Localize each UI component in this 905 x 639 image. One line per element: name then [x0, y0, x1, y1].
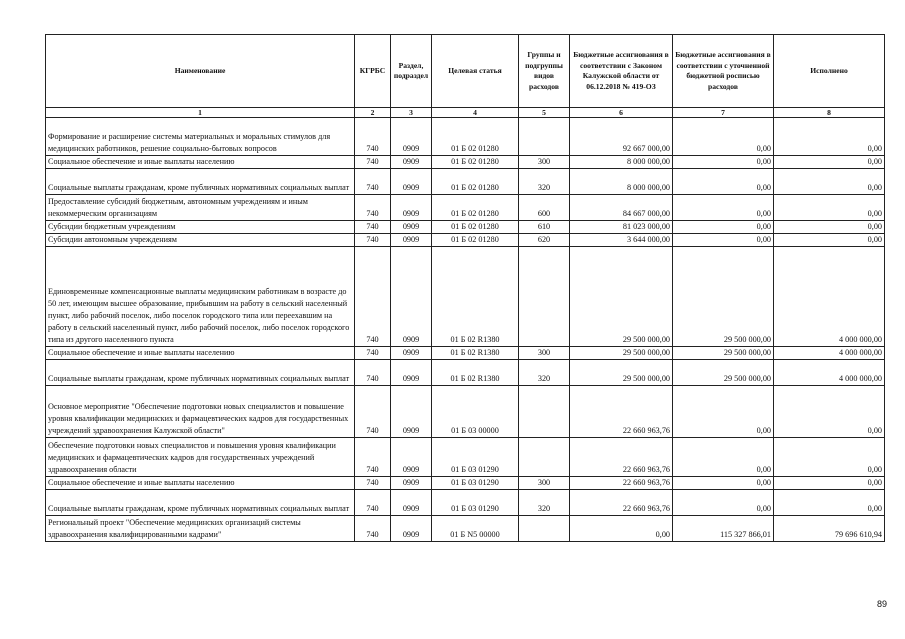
row-kgrbs: 740 — [355, 477, 391, 490]
table-row — [46, 221, 885, 234]
row-target: 01 Б 02 R1380 — [432, 347, 519, 360]
row-target: 01 Б 02 01280 — [432, 234, 519, 247]
table-row — [46, 360, 885, 386]
row-refined-allocation: 0,00 — [673, 156, 774, 169]
row-refined-allocation: 0,00 — [673, 195, 774, 221]
row-kgrbs: 740 — [355, 360, 391, 386]
row-law-allocation: 84 667 000,00 — [570, 195, 673, 221]
row-refined-allocation: 29 500 000,00 — [673, 347, 774, 360]
row-executed: 0,00 — [774, 490, 885, 516]
header-groups: Группы и подгруппы видов расходов — [519, 35, 570, 108]
row-section: 0909 — [391, 490, 432, 516]
row-executed: 4 000 000,00 — [774, 347, 885, 360]
row-section: 0909 — [391, 477, 432, 490]
row-section: 0909 — [391, 516, 432, 542]
row-target: 01 Б 02 01280 — [432, 118, 519, 156]
column-number: 6 — [570, 108, 673, 118]
row-executed: 4 000 000,00 — [774, 360, 885, 386]
row-section: 0909 — [391, 247, 432, 347]
header-refined-allocations: Бюджетные ассигнования в соответствии с уточненной бюджетной росписью расходов — [673, 35, 774, 108]
row-expense-group: 300 — [519, 156, 570, 169]
row-target: 01 Б 02 01280 — [432, 195, 519, 221]
row-refined-allocation: 0,00 — [673, 221, 774, 234]
header-executed: Исполнено — [774, 35, 885, 108]
row-executed: 0,00 — [774, 438, 885, 477]
budget-table — [45, 34, 885, 542]
row-expense-group: 320 — [519, 169, 570, 195]
header-name: Наименование — [46, 35, 355, 108]
row-name: Социальное обеспечение и иные выплаты населению — [46, 156, 355, 169]
row-name: Субсидии автономным учреждениям — [46, 234, 355, 247]
header-section: Раздел, подраздел — [391, 35, 432, 108]
row-law-allocation: 92 667 000,00 — [570, 118, 673, 156]
row-name: Социальное обеспечение и иные выплаты населению — [46, 477, 355, 490]
row-kgrbs: 740 — [355, 118, 391, 156]
table-row — [46, 386, 885, 438]
row-refined-allocation: 29 500 000,00 — [673, 360, 774, 386]
row-name: Региональный проект "Обеспечение медицинских организаций системы здравоохранения квалифицированными кадрами" — [46, 516, 355, 542]
row-section: 0909 — [391, 118, 432, 156]
table-row — [46, 477, 885, 490]
table-row — [46, 516, 885, 542]
row-target: 01 Б N5 00000 — [432, 516, 519, 542]
row-law-allocation: 22 660 963,76 — [570, 477, 673, 490]
row-law-allocation: 22 660 963,76 — [570, 438, 673, 477]
row-section: 0909 — [391, 360, 432, 386]
column-number: 7 — [673, 108, 774, 118]
table-row — [46, 490, 885, 516]
row-law-allocation: 22 660 963,76 — [570, 386, 673, 438]
row-law-allocation: 0,00 — [570, 516, 673, 542]
table-row — [46, 169, 885, 195]
row-expense-group: 300 — [519, 347, 570, 360]
row-kgrbs: 740 — [355, 386, 391, 438]
row-name: Субсидии бюджетным учреждениям — [46, 221, 355, 234]
row-executed: 0,00 — [774, 169, 885, 195]
row-target: 01 Б 02 R1380 — [432, 247, 519, 347]
row-executed: 0,00 — [774, 156, 885, 169]
row-target: 01 Б 02 01280 — [432, 156, 519, 169]
row-kgrbs: 740 — [355, 347, 391, 360]
table-row — [46, 234, 885, 247]
row-name: Социальные выплаты гражданам, кроме публичных нормативных социальных выплат — [46, 360, 355, 386]
row-target: 01 Б 02 01280 — [432, 221, 519, 234]
row-kgrbs: 740 — [355, 490, 391, 516]
row-target: 01 Б 03 01290 — [432, 438, 519, 477]
row-section: 0909 — [391, 156, 432, 169]
row-name: Предоставление субсидий бюджетным, автономным учреждениям и иным некоммерческим организациям — [46, 195, 355, 221]
table-row — [46, 438, 885, 477]
row-kgrbs: 740 — [355, 438, 391, 477]
row-refined-allocation: 29 500 000,00 — [673, 247, 774, 347]
row-expense-group — [519, 386, 570, 438]
row-kgrbs: 740 — [355, 516, 391, 542]
row-name: Социальное обеспечение и иные выплаты населению — [46, 347, 355, 360]
table-row — [46, 118, 885, 156]
row-name: Основное мероприятие "Обеспечение подготовки новых специалистов и повышение уровня квалификации медицинских и фармацевтических кадров для государственных учреждений здравоохранения Калужской области" — [46, 386, 355, 438]
row-expense-group — [519, 438, 570, 477]
row-law-allocation: 8 000 000,00 — [570, 156, 673, 169]
row-executed: 0,00 — [774, 234, 885, 247]
header-row — [46, 35, 885, 108]
row-refined-allocation: 115 327 866,01 — [673, 516, 774, 542]
row-refined-allocation: 0,00 — [673, 490, 774, 516]
row-executed: 0,00 — [774, 477, 885, 490]
row-section: 0909 — [391, 234, 432, 247]
row-kgrbs: 740 — [355, 156, 391, 169]
row-expense-group: 600 — [519, 195, 570, 221]
column-number: 2 — [355, 108, 391, 118]
row-refined-allocation: 0,00 — [673, 477, 774, 490]
row-kgrbs: 740 — [355, 247, 391, 347]
row-expense-group — [519, 118, 570, 156]
row-executed: 4 000 000,00 — [774, 247, 885, 347]
row-section: 0909 — [391, 438, 432, 477]
row-law-allocation: 29 500 000,00 — [570, 347, 673, 360]
row-target: 01 Б 02 R1380 — [432, 360, 519, 386]
row-target: 01 Б 02 01280 — [432, 169, 519, 195]
table-row — [46, 347, 885, 360]
header-kgrbs: КГРБС — [355, 35, 391, 108]
row-law-allocation: 29 500 000,00 — [570, 247, 673, 347]
row-expense-group: 320 — [519, 490, 570, 516]
row-kgrbs: 740 — [355, 169, 391, 195]
row-refined-allocation: 0,00 — [673, 118, 774, 156]
row-name: Социальные выплаты гражданам, кроме публичных нормативных социальных выплат — [46, 169, 355, 195]
table-row — [46, 195, 885, 221]
row-section: 0909 — [391, 386, 432, 438]
row-refined-allocation: 0,00 — [673, 438, 774, 477]
header-law-allocations: Бюджетные ассигнования в соответствии с Законом Калужской области от 06.12.2018 № 419-ОЗ — [570, 35, 673, 108]
column-number: 5 — [519, 108, 570, 118]
row-section: 0909 — [391, 169, 432, 195]
column-number: 3 — [391, 108, 432, 118]
row-expense-group — [519, 516, 570, 542]
row-expense-group: 300 — [519, 477, 570, 490]
row-target: 01 Б 03 01290 — [432, 477, 519, 490]
row-executed: 0,00 — [774, 221, 885, 234]
column-number: 1 — [46, 108, 355, 118]
row-refined-allocation: 0,00 — [673, 386, 774, 438]
row-kgrbs: 740 — [355, 221, 391, 234]
row-name: Социальные выплаты гражданам, кроме публичных нормативных социальных выплат — [46, 490, 355, 516]
row-refined-allocation: 0,00 — [673, 234, 774, 247]
row-law-allocation: 22 660 963,76 — [570, 490, 673, 516]
header-target: Целевая статья — [432, 35, 519, 108]
row-expense-group — [519, 247, 570, 347]
row-law-allocation: 3 644 000,00 — [570, 234, 673, 247]
row-law-allocation: 29 500 000,00 — [570, 360, 673, 386]
row-executed: 0,00 — [774, 118, 885, 156]
row-name: Обеспечение подготовки новых специалистов и повышения уровня квалификации медицинских и фармацевтических кадров для государственных учреждений здравоохранения области — [46, 438, 355, 477]
row-executed: 0,00 — [774, 195, 885, 221]
row-target: 01 Б 03 01290 — [432, 490, 519, 516]
row-law-allocation: 8 000 000,00 — [570, 169, 673, 195]
row-executed: 79 696 610,94 — [774, 516, 885, 542]
page-number: 89 — [876, 599, 887, 609]
row-kgrbs: 740 — [355, 195, 391, 221]
row-expense-group: 620 — [519, 234, 570, 247]
row-law-allocation: 81 023 000,00 — [570, 221, 673, 234]
row-expense-group: 610 — [519, 221, 570, 234]
row-target: 01 Б 03 00000 — [432, 386, 519, 438]
row-executed: 0,00 — [774, 386, 885, 438]
row-section: 0909 — [391, 347, 432, 360]
table-row — [46, 247, 885, 347]
row-kgrbs: 740 — [355, 234, 391, 247]
row-section: 0909 — [391, 195, 432, 221]
row-name: Формирование и расширение системы материальных и моральных стимулов для медицинских работников, решение социально-бытовых вопросов — [46, 118, 355, 156]
row-section: 0909 — [391, 221, 432, 234]
row-expense-group: 320 — [519, 360, 570, 386]
column-number: 4 — [432, 108, 519, 118]
table-body — [46, 118, 885, 542]
row-refined-allocation: 0,00 — [673, 169, 774, 195]
table-row — [46, 156, 885, 169]
column-number: 8 — [774, 108, 885, 118]
row-name: Единовременные компенсационные выплаты медицинским работникам в возрасте до 50 лет, имеющим высшее образование, прибывшим на работу в сельский населенный пункт, либо рабочий поселок, либо поселок городского типа или переехавшим на работу в сельский населенный пункт, либо рабочий поселок, либо поселок городского типа из другого населенного пункта — [46, 247, 355, 347]
column-number-row — [46, 108, 885, 118]
